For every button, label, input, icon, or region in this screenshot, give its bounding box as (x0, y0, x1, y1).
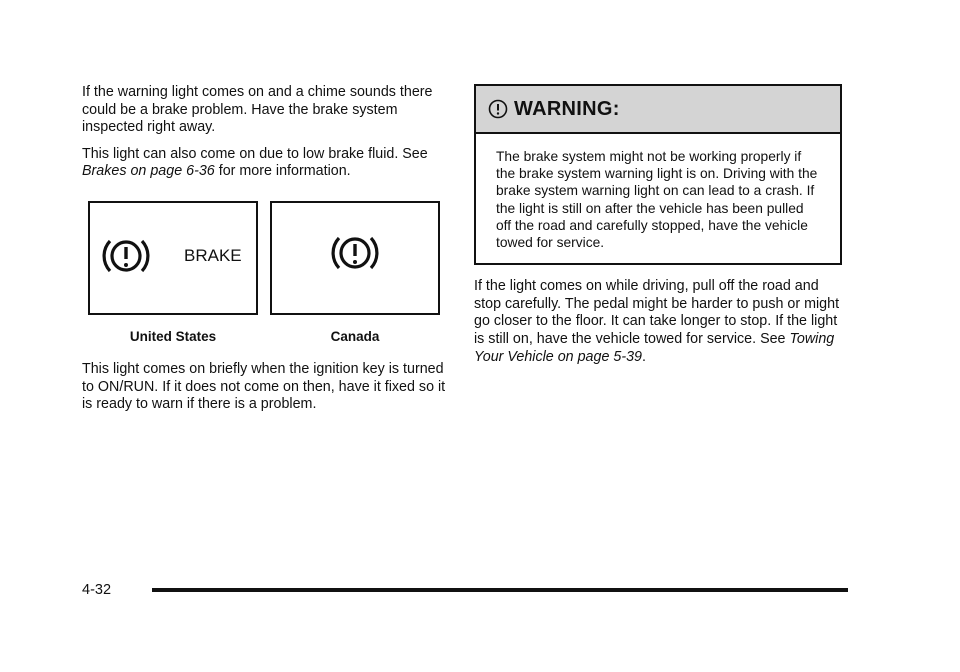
warning-icon (488, 99, 508, 119)
towing-page-reference[interactable]: Towing Your Vehicle on page 5-39 (474, 331, 835, 365)
brake-symbol-text: BRAKE (184, 245, 242, 265)
warning-body (476, 134, 840, 263)
ignition-paragraph: This light comes on briefly when the ignition key is turned to ON/RUN. If it does not come on then, have it fixed so it is ready to warn if there is a problem. (82, 360, 446, 413)
footer-rule (152, 588, 848, 592)
brake-fluid-text-end: for more information. (214, 163, 351, 180)
right-column (474, 84, 844, 366)
warning-header (476, 86, 840, 134)
brake-warning-icon (90, 203, 256, 313)
warning-title: WARNING: (514, 97, 620, 120)
driving-text: If the light comes on while driving, pull off the road and stop carefully. The pedal might be harder to push or might go closer to the floor. It can take longer to stop. If the light is still on, have the vehicle towed for service. See (474, 278, 840, 347)
us-caption: United States (129, 328, 217, 344)
intro-paragraph: If the warning light comes on and a chime sounds there could be a brake problem. Have the brake system inspected right away. (82, 84, 433, 136)
warning-box (474, 84, 842, 265)
driving-text-end: . (641, 348, 646, 365)
canada-caption: Canada (330, 328, 380, 344)
warning-text: The brake system might not be working properly if the brake system warning light is on. Driving with the brake system warning light on can lead to a crash. If the light is still on after the vehicle has been pulled off the road and carefully stopped, have the vehicle towed for service. (496, 149, 818, 251)
brake-warning-icon-canada (272, 203, 438, 313)
page-number: 4-32 (82, 582, 112, 598)
us-brake-symbol-panel (88, 201, 258, 315)
brake-fluid-text: This light can also come on due to low brake fluid. See (82, 145, 428, 162)
brake-light-figure (88, 201, 448, 351)
brake-fluid-paragraph (82, 146, 454, 181)
driving-paragraph (474, 278, 844, 366)
brakes-page-reference[interactable]: Brakes on page 6-36 (82, 163, 215, 180)
left-column (82, 84, 454, 414)
canada-brake-symbol-panel (270, 201, 440, 315)
